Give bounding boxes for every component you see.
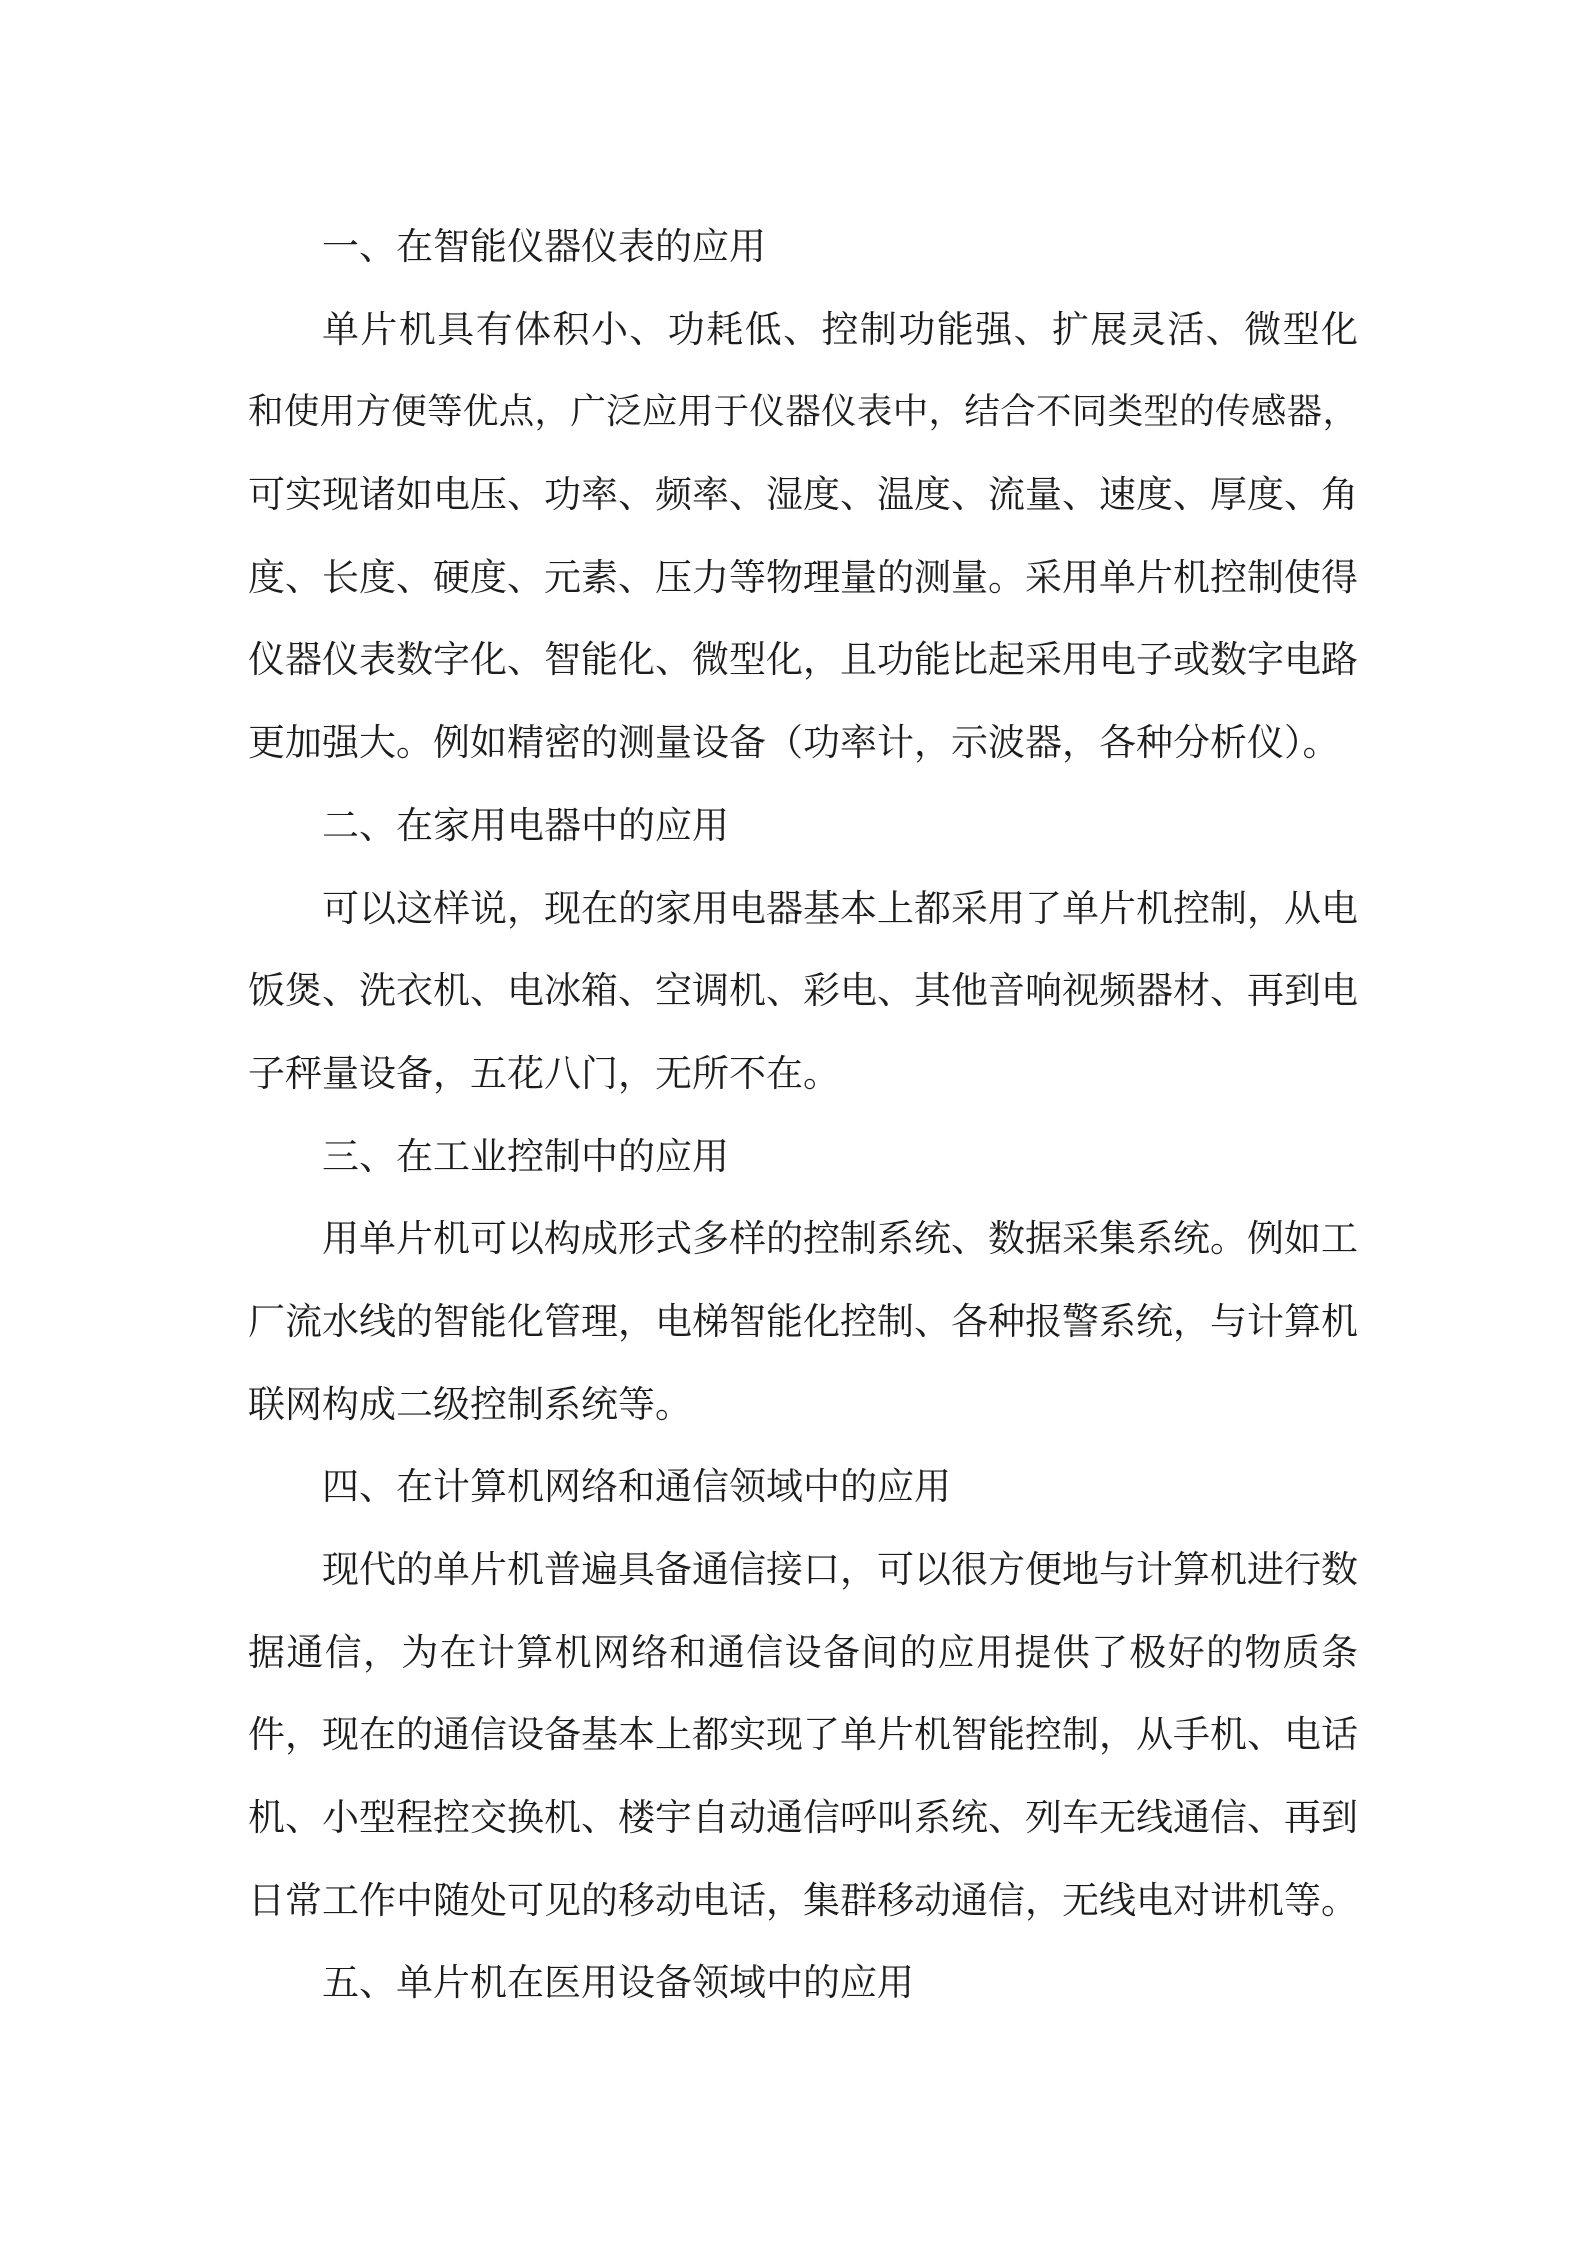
paragraph-line: 件，现在的通信设备基本上都实现了单片机智能控制，从手机、电话 — [248, 1713, 1358, 1757]
paragraph-line: 更加强大。例如精密的测量设备（功率计，示波器，各种分析仪）。 — [248, 721, 1340, 765]
paragraph-line: 可以这样说，现在的家用电器基本上都采用了单片机控制，从电 — [322, 886, 1358, 930]
section-heading-1: 一、在智能仪器仪表的应用 — [322, 225, 766, 268]
paragraph-line: 现代的单片机普遍具备通信接口，可以很方便地与计算机进行数 — [322, 1548, 1358, 1591]
paragraph-line: 机、小型程控交换机、楼宇自动通信呼叫系统、列车无线通信、再到 — [248, 1796, 1358, 1840]
paragraph-line: 联网构成二级控制系统等。 — [248, 1382, 692, 1426]
paragraph-line: 据通信，为在计算机网络和通信设备间的应用提供了极好的物质条 — [248, 1630, 1358, 1674]
paragraph-line: 厂流水线的智能化管理，电梯智能化控制、各种报警系统，与计算机 — [248, 1299, 1358, 1343]
section-heading-3: 三、在工业控制中的应用 — [322, 1134, 729, 1178]
section-heading-2: 二、在家用电器中的应用 — [322, 803, 729, 847]
paragraph-line: 子秤量设备，五花八门，无所不在。 — [248, 1051, 840, 1095]
paragraph-line: 单片机具有体积小、功耗低、控制功能强、扩展灵活、微型化 — [322, 307, 1358, 351]
paragraph-line: 仪器仪表数字化、智能化、微型化，且功能比起采用电子或数字电路 — [248, 638, 1358, 682]
paragraph-line: 和使用方便等优点，广泛应用于仪器仪表中，结合不同类型的传感器， — [248, 391, 1358, 433]
section-heading-5: 五、单片机在医用设备领域中的应用 — [322, 1961, 914, 2005]
paragraph-line: 日常工作中随处可见的移动电话，集群移动通信，无线电对讲机等。 — [248, 1878, 1358, 1922]
paragraph-line: 可实现诸如电压、功率、频率、湿度、温度、流量、速度、厚度、角 — [248, 473, 1358, 517]
paragraph-line: 饭煲、洗衣机、电冰箱、空调机、彩电、其他音响视频器材、再到电 — [248, 969, 1358, 1013]
paragraph-line: 用单片机可以构成形式多样的控制系统、数据采集系统。例如工 — [322, 1217, 1358, 1261]
section-heading-4: 四、在计算机网络和通信领域中的应用 — [322, 1465, 951, 1509]
paragraph-line: 度、长度、硬度、元素、压力等物理量的测量。采用单片机控制使得 — [248, 555, 1358, 599]
document-body — [248, 206, 1358, 2025]
